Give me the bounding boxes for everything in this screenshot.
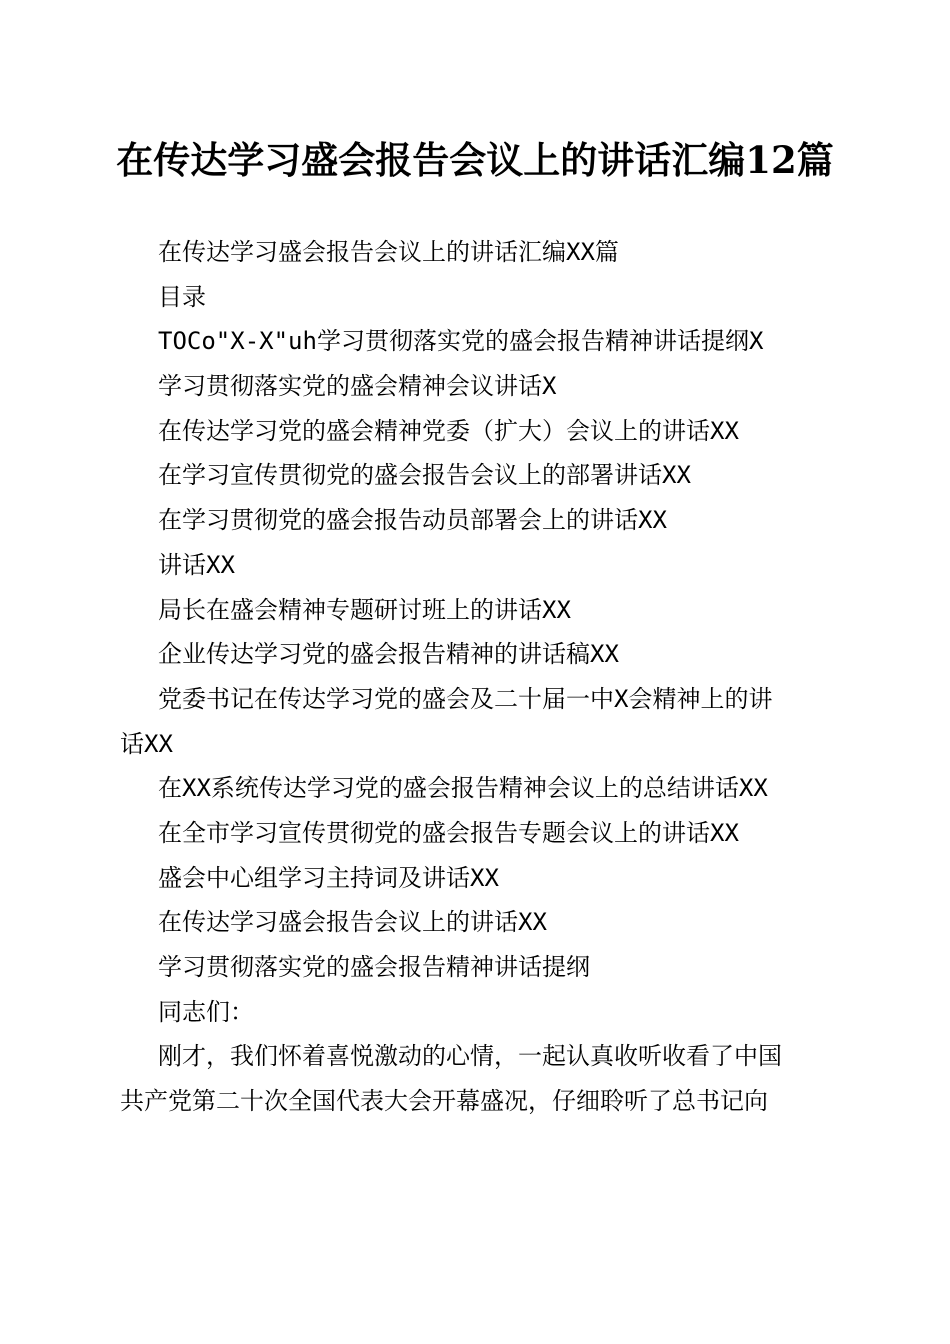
- document-title: 在传达学习盛会报告会议上的讲话汇编12篇: [116, 138, 834, 182]
- text-line: 在XX系统传达学习党的盛会报告精神会议上的总结讲话XX: [158, 774, 768, 803]
- text-line: 在传达学习盛会报告会议上的讲话XX: [158, 908, 547, 937]
- text-line: 刚才，我们怀着喜悦激动的心情，一起认真收听收看了中国: [158, 1042, 782, 1071]
- text-line: 在传达学习盛会报告会议上的讲话汇编XX篇: [158, 238, 619, 266]
- text-line: 学习贯彻落实党的盛会精神会议讲话X: [158, 372, 557, 401]
- text-line: 盛会中心组学习主持词及讲话XX: [158, 863, 499, 892]
- text-line: 话XX: [120, 729, 173, 758]
- text-line: 学习贯彻落实党的盛会报告精神讲话提纲: [158, 953, 590, 981]
- text-line: 在学习贯彻党的盛会报告动员部署会上的讲话XX: [158, 506, 667, 535]
- text-line: 局长在盛会精神专题研讨班上的讲话XX: [158, 595, 571, 624]
- text-line: TOCo"X-X"uh学习贯彻落实党的盛会报告精神讲话提纲X: [158, 327, 764, 356]
- text-line: 共产党第二十次全国代表大会开幕盛况，仔细聆听了总书记向: [120, 1087, 768, 1116]
- text-line: 企业传达学习党的盛会报告精神的讲话稿XX: [158, 640, 619, 669]
- text-line: 在全市学习宣传贯彻党的盛会报告专题会议上的讲话XX: [158, 818, 739, 847]
- text-line: 在学习宣传贯彻党的盛会报告会议上的部署讲话XX: [158, 461, 691, 490]
- text-line: 在传达学习党的盛会精神党委（扩大）会议上的讲话XX: [158, 416, 739, 445]
- document-body: [120, 230, 832, 1124]
- text-line: 目录: [158, 282, 206, 311]
- text-line: 党委书记在传达学习党的盛会及二十届一中X会精神上的讲: [158, 684, 773, 713]
- text-line: 同志们：: [158, 997, 254, 1026]
- text-line: 讲话XX: [158, 550, 235, 579]
